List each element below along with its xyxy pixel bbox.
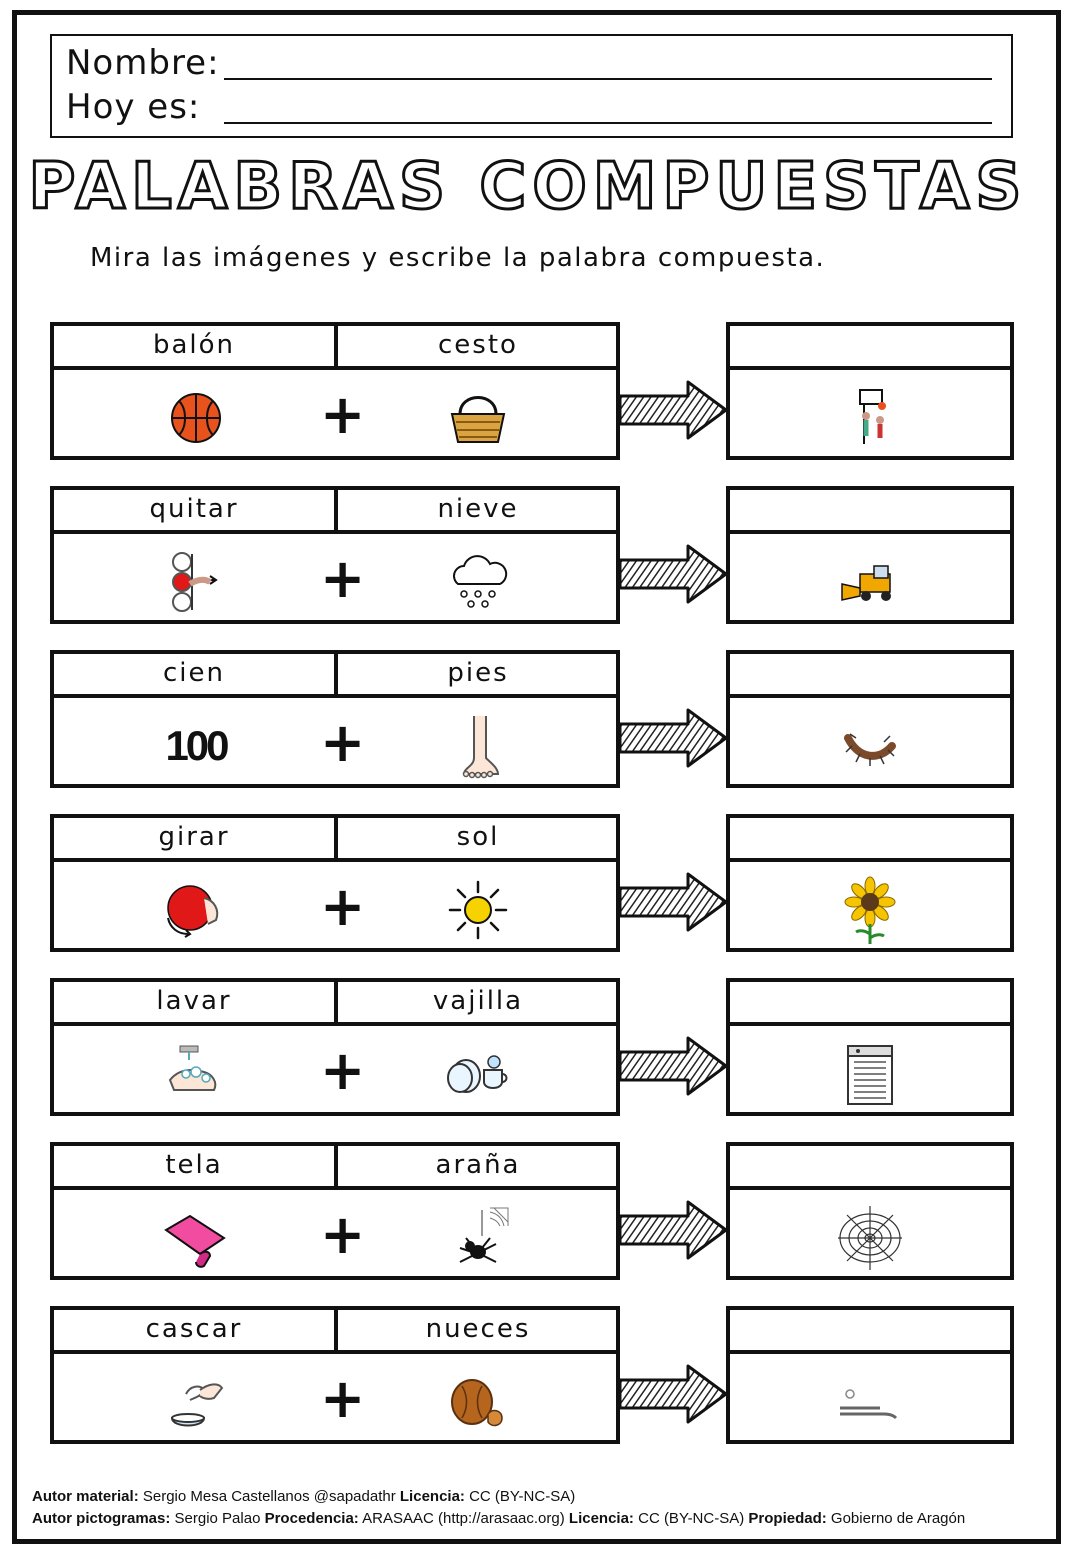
arrow-icon — [618, 1036, 728, 1096]
basketball-players-icon — [830, 380, 910, 456]
answer-box — [726, 322, 1014, 460]
wash-hands-icon — [156, 1036, 236, 1112]
snowplow-icon — [830, 544, 910, 620]
second-word: nueces — [425, 1314, 531, 1344]
first-word: quitar — [149, 494, 239, 524]
credit-key: Licencia: — [568, 1510, 634, 1527]
credit-key: Propiedad: — [748, 1510, 827, 1527]
arrow-icon — [618, 872, 728, 932]
exercise-row — [0, 650, 1080, 790]
crack-egg-icon — [156, 1364, 236, 1440]
second-word: pies — [447, 658, 509, 688]
exercise-row — [0, 1306, 1080, 1446]
answer-field[interactable] — [730, 490, 1010, 534]
snow-cloud-icon — [438, 544, 518, 620]
worksheet-title-text: PALABRAS COMPUESTAS — [28, 150, 1028, 224]
word-parts-box — [50, 486, 620, 624]
exercise-row — [0, 1142, 1080, 1282]
plus-sign: + — [320, 1367, 366, 1430]
word-parts-box — [50, 650, 620, 788]
spiderweb-icon — [830, 1200, 910, 1276]
answer-field[interactable] — [730, 654, 1010, 698]
exercise-row — [0, 322, 1080, 462]
answer-field[interactable] — [730, 326, 1010, 370]
word-parts-box — [50, 1142, 620, 1280]
plus-sign: + — [320, 383, 366, 446]
credit-key: Autor material: — [32, 1488, 139, 1505]
name-field[interactable] — [224, 78, 992, 80]
second-word: vajilla — [432, 986, 524, 1016]
credit-value: ARASAAC (http://arasaac.org) — [358, 1510, 569, 1527]
walnut-icon — [438, 1364, 518, 1440]
word-parts-header — [54, 490, 616, 534]
second-word: araña — [435, 1150, 521, 1180]
date-field[interactable] — [224, 122, 992, 124]
remove-icon — [156, 544, 236, 620]
basketball-icon — [156, 380, 236, 456]
sunflower-icon — [830, 872, 910, 948]
plus-sign: + — [320, 1203, 366, 1266]
exercise-row — [0, 978, 1080, 1118]
first-word: lavar — [156, 986, 232, 1016]
second-word: nieve — [437, 494, 519, 524]
answer-box — [726, 814, 1014, 952]
dishes-icon — [438, 1036, 518, 1112]
name-date-box — [50, 34, 1013, 138]
word-parts-box — [50, 978, 620, 1116]
answer-field[interactable] — [730, 982, 1010, 1026]
first-word: tela — [165, 1150, 223, 1180]
credit-value: Sergio Mesa Castellanos @sapadathr — [138, 1488, 400, 1505]
exercise-row — [0, 486, 1080, 626]
plus-sign: + — [320, 547, 366, 610]
arrow-icon — [618, 1364, 728, 1424]
answer-box — [726, 1142, 1014, 1280]
credits — [32, 1486, 965, 1530]
word-parts-header — [54, 818, 616, 862]
number-text: 100 — [165, 722, 227, 769]
credits-line-pictograms — [32, 1508, 965, 1530]
arrow-icon — [618, 544, 728, 604]
word-parts-header — [54, 982, 616, 1026]
answer-box — [726, 1306, 1014, 1444]
worksheet-title — [0, 150, 1080, 224]
instructions: Mira las imágenes y escribe la palabra compuesta. — [90, 243, 826, 273]
nutcracker-icon — [830, 1364, 910, 1440]
plus-sign: + — [320, 1039, 366, 1102]
answer-field[interactable] — [730, 1146, 1010, 1190]
foot-icon — [438, 708, 518, 784]
number-hundred — [156, 708, 236, 784]
credit-value: Gobierno de Aragón — [826, 1510, 966, 1527]
fabric-icon — [156, 1200, 236, 1276]
date-label: Hoy es: — [66, 87, 201, 127]
word-parts-header — [54, 326, 616, 370]
credits-line-material — [32, 1486, 965, 1508]
exercise-row — [0, 814, 1080, 954]
plus-sign: + — [320, 875, 366, 938]
credit-key: Procedencia: — [264, 1510, 359, 1527]
name-label: Nombre: — [66, 43, 220, 83]
plus-sign: + — [320, 711, 366, 774]
centipede-icon — [830, 708, 910, 784]
answer-box — [726, 650, 1014, 788]
arrow-icon — [618, 708, 728, 768]
word-parts-box — [50, 1306, 620, 1444]
basket-icon — [438, 380, 518, 456]
answer-field[interactable] — [730, 818, 1010, 862]
word-parts-box — [50, 814, 620, 952]
word-parts-header — [54, 1310, 616, 1354]
word-parts-box — [50, 322, 620, 460]
spider-icon — [438, 1200, 518, 1276]
turn-ball-icon — [156, 872, 236, 948]
sun-icon — [438, 872, 518, 948]
arrow-icon — [618, 380, 728, 440]
first-word: girar — [158, 822, 230, 852]
answer-field[interactable] — [730, 1310, 1010, 1354]
first-word: balón — [152, 330, 236, 360]
arrow-icon — [618, 1200, 728, 1260]
credit-value: Sergio Palao — [170, 1510, 265, 1527]
credit-key: Autor pictogramas: — [32, 1510, 171, 1527]
second-word: sol — [456, 822, 500, 852]
second-word: cesto — [438, 330, 518, 360]
credit-key: Licencia: — [399, 1488, 465, 1505]
first-word: cien — [163, 658, 225, 688]
word-parts-header — [54, 1146, 616, 1190]
dishwasher-icon — [830, 1036, 910, 1112]
answer-box — [726, 486, 1014, 624]
credit-value: CC (BY-NC-SA) — [633, 1510, 749, 1527]
answer-box — [726, 978, 1014, 1116]
word-parts-header — [54, 654, 616, 698]
first-word: cascar — [145, 1314, 243, 1344]
credit-value: CC (BY-NC-SA) — [464, 1488, 576, 1505]
